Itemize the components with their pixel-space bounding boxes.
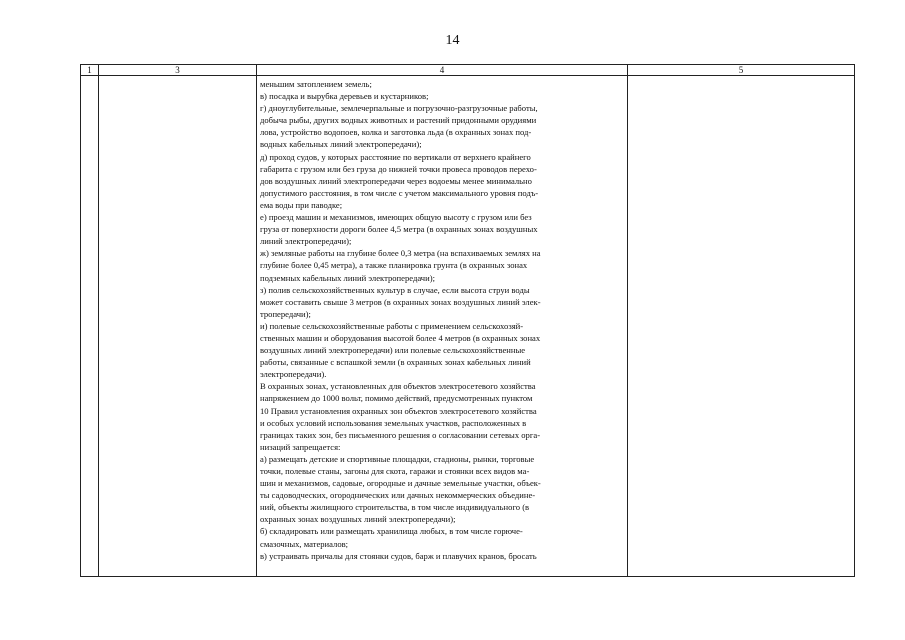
text-line: допустимого расстояния, в том числе с учетом максимального уровня подъ-	[260, 187, 539, 198]
column-header-3: 3	[99, 65, 257, 76]
text-line: габарита с грузом или без груза до нижней точки провеса проводов перехо-	[260, 163, 537, 174]
table-body-row	[81, 76, 855, 577]
text-line: напряжением до 1000 вольт, помимо действий, предусмотренных пунктом	[260, 393, 533, 404]
text-line: ты садоводческих, огороднических или дачных некоммерческих объедине-	[260, 490, 536, 501]
text-line: б) складировать или размещать хранилища любых, в том числе горюче-	[260, 526, 523, 537]
page-number: 14	[445, 33, 460, 48]
text-line: границах таких зон, без письменного решения о согласовании сетевых орга-	[260, 429, 541, 440]
column-4-cell	[257, 76, 628, 577]
text-line: низаций запрещается:	[260, 441, 341, 452]
text-line: а) размещать детские и спортивные площадки, стадионы, рынки, торговые	[260, 453, 535, 464]
text-line: электропередачи).	[260, 369, 327, 380]
text-line: глубине более 0,45 метра), а также планировка грунта (в охранных зонах	[260, 260, 528, 271]
text-line: смазочных, материалов;	[260, 538, 349, 549]
text-line: водных кабельных линий электропередачи);	[260, 139, 422, 150]
text-line: е) проезд машин и механизмов, имеющих общую высоту с грузом или без	[260, 212, 532, 223]
text-line: тропередачи);	[260, 308, 311, 319]
text-line: ний, объекты жилищного строительства, в том числе индивидуального (в	[260, 502, 530, 513]
text-line: 10 Правил установления охранных зон объектов электросетевого хозяйства	[260, 405, 537, 416]
text-line: линий электропередачи);	[260, 236, 352, 247]
text-line: точки, полевые станы, загоны для скота, гаражи и стоянки всех видов ма-	[260, 466, 530, 476]
text-line: ема воды при паводке;	[260, 199, 343, 210]
column-header-1: 1	[81, 65, 99, 76]
document-table	[80, 64, 855, 577]
column-1-cell	[81, 76, 99, 577]
text-line: подземных кабельных линий электропередачи);	[260, 272, 435, 283]
column-3-cell	[99, 76, 257, 577]
text-line: и) полевые сельскохозяйственные работы с применением сельскохозяй-	[260, 320, 524, 331]
text-line: в) посадка и вырубка деревьев и кустарников;	[260, 91, 429, 102]
column-4-text	[257, 76, 627, 562]
text-line: дов воздушных линий электропередачи через водоемы менее минимально	[260, 175, 532, 186]
text-line: воздушных линий электропередачи) или полевые сельскохозяйственные	[260, 345, 526, 356]
column-header-4: 4	[257, 65, 628, 76]
text-line: охранных зонах воздушных линий электропередачи);	[260, 514, 456, 525]
column-5-cell	[628, 76, 855, 577]
column-header-5: 5	[628, 65, 855, 76]
text-line: д) проход судов, у которых расстояние по вертикали от верхнего крайнего	[260, 151, 531, 162]
text-line: г) дноуглубительные, землечерпальные и погрузочно-разгрузочные работы,	[260, 103, 538, 114]
text-line: меньшим затоплением земель;	[260, 79, 372, 89]
text-line: лова, устройство водопоев, колка и заготовка льда (в охранных зонах под-	[260, 127, 532, 138]
text-line: в) устраивать причалы для стоянки судов, барж и плавучих кранов, бросать	[260, 550, 537, 561]
text-line: работы, связанные с вспашкой земли (в охранных зонах кабельных линий	[260, 357, 531, 368]
text-line: ственных машин и оборудования высотой более 4 метров (в охранных зонах	[260, 332, 541, 343]
text-line: и особых условий использования земельных участков, расположенных в	[260, 417, 527, 428]
text-line: добыча рыбы, других водных животных и растений придонными орудиями	[260, 115, 537, 126]
table-header-row	[81, 65, 855, 76]
text-line: груза от поверхности дороги более 4,5 метра (в охранных зонах воздушных	[260, 224, 538, 235]
text-line: шин и механизмов, садовые, огородные и дачные земельные участки, объек-	[260, 478, 541, 489]
text-line: В охранных зонах, установленных для объектов электросетевого хозяйства	[260, 381, 536, 392]
text-line: з) полив сельскохозяйственных культур в случае, если высота струи воды	[260, 284, 530, 295]
text-line: ж) земляные работы на глубине более 0,3 метра (на вспахиваемых землях на	[260, 248, 541, 259]
text-line: может составить свыше 3 метров (в охранных зонах воздушных линий элек-	[260, 296, 541, 307]
